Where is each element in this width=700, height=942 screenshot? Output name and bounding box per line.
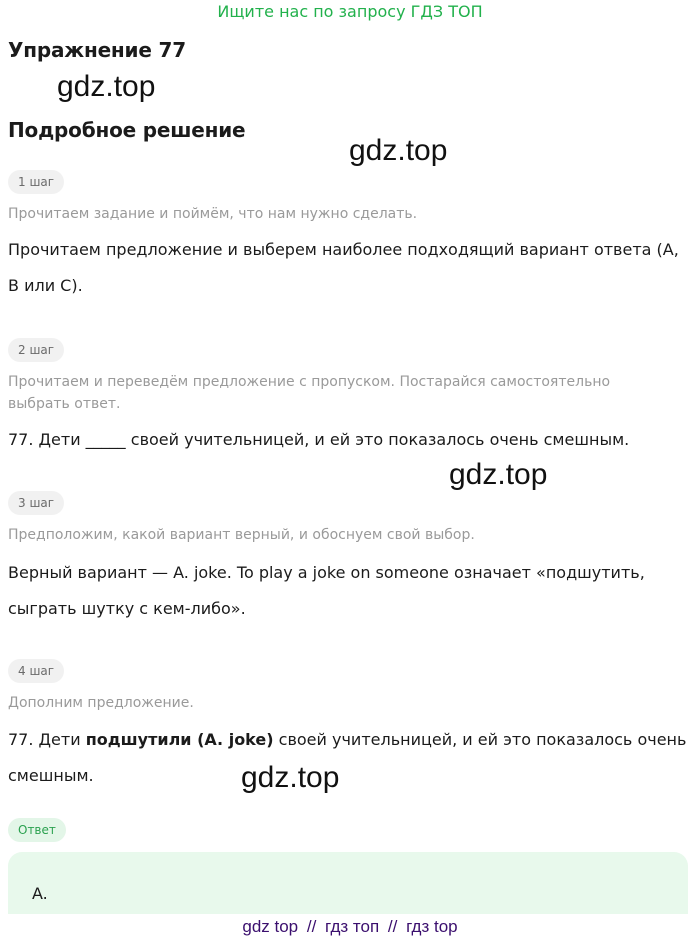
footer-link[interactable]: гдз топ	[325, 917, 380, 936]
watermark: gdz.top	[449, 458, 548, 491]
search-banner: Ищите нас по запросу ГДЗ ТОП	[217, 2, 483, 21]
answer-text: A.	[32, 884, 48, 903]
step-hint: Дополним предложение.	[8, 695, 194, 711]
page-title: Упражнение 77	[8, 38, 186, 62]
footer-link[interactable]: гдз top	[406, 917, 458, 936]
footer-links	[0, 914, 700, 942]
step-text-suffix: своей учительницей, и ей это показалось очень смешным.	[8, 730, 687, 785]
watermark: gdz.top	[349, 134, 448, 167]
step-hint: Предположим, какой вариант верный, и обоснуем свой выбор.	[8, 527, 475, 543]
step-hint: Прочитаем и переведём предложение с пропуском. Постарайся самостоятельно выбрать ответ.	[8, 374, 611, 412]
step-badge: 1 шаг	[8, 170, 64, 194]
step-text-bold: подшутили (A. joke)	[85, 730, 274, 749]
section-title: Подробное решение	[8, 118, 246, 142]
step-text: 77. Дети _____ своей учительницей, и ей это показалось очень смешным.	[8, 430, 630, 449]
step-text: Прочитаем предложение и выберем наиболее подходящий вариант ответа (A, B или C).	[8, 240, 679, 295]
footer-separator: //	[306, 917, 317, 936]
step-badge: 2 шаг	[8, 338, 64, 362]
footer-link[interactable]: gdz top	[242, 917, 299, 936]
step-hint: Прочитаем задание и поймём, что нам нужно сделать.	[8, 206, 418, 222]
step-text: Верный вариант — A. joke. To play a joke on someone означает «подшутить, сыграть шутку с кем-либо».	[8, 563, 645, 618]
watermark: gdz.top	[57, 70, 156, 103]
footer-separator: //	[387, 917, 398, 936]
answer-box	[8, 852, 688, 914]
step-text	[8, 722, 688, 794]
answer-badge: Ответ	[8, 818, 66, 842]
watermark: gdz.top	[241, 761, 340, 794]
step-badge: 3 шаг	[8, 491, 64, 515]
step-text-prefix: 77. Дети	[8, 730, 86, 749]
step-badge: 4 шаг	[8, 659, 64, 683]
